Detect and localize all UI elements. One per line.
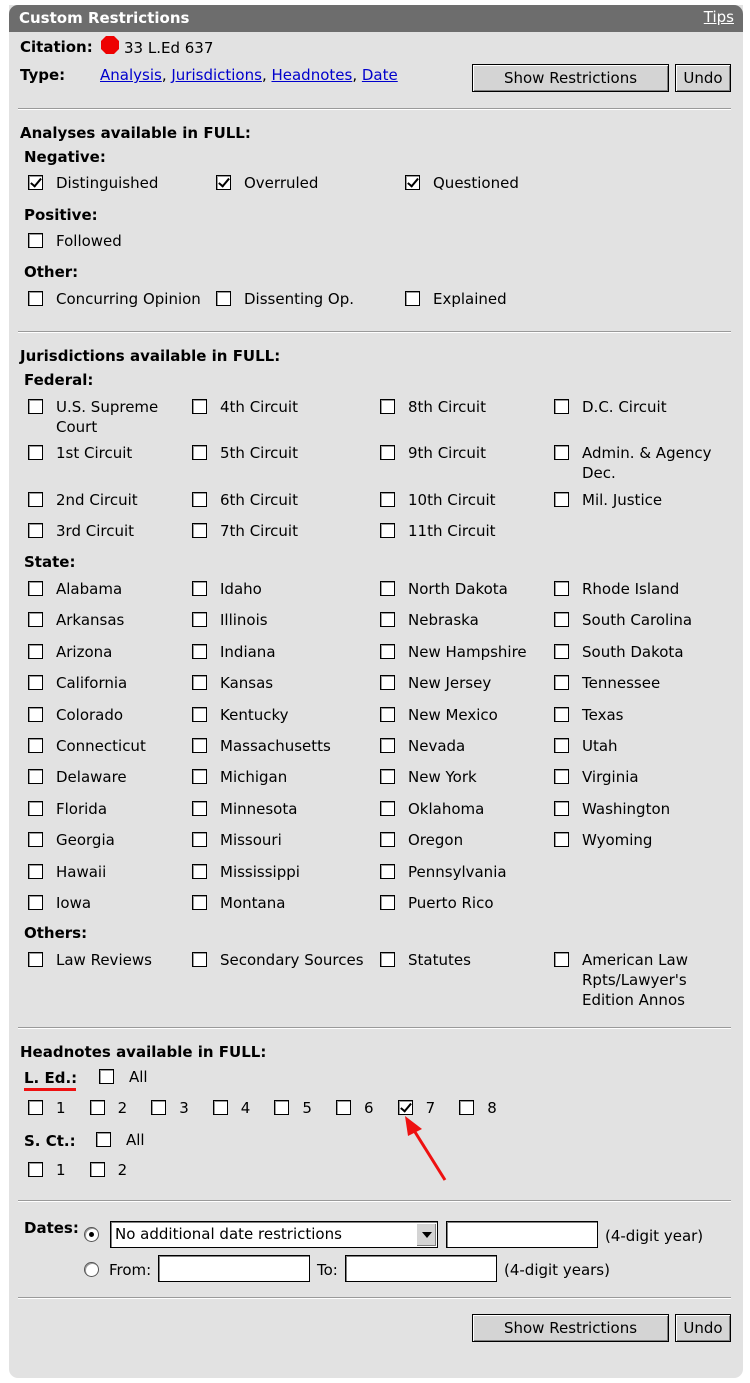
jurisdiction-american-law-rpts-lawyer-s-edition-annos-checkbox[interactable] (554, 952, 569, 967)
other-label: Other: (24, 263, 79, 281)
led-all-label: All (129, 1068, 148, 1086)
jurisdiction-7th-circuit-checkbox[interactable] (192, 523, 207, 538)
jurisdiction-idaho-checkbox[interactable] (192, 581, 207, 596)
jurisdiction-north-dakota-label: North Dakota (408, 580, 508, 598)
jurisdiction-d-c-circuit-checkbox[interactable] (554, 399, 569, 414)
led-underline-annotation (24, 1088, 76, 1091)
date-option-range-radio[interactable] (84, 1262, 99, 1277)
jurisdiction-colorado-checkbox[interactable] (28, 707, 43, 722)
analysis-questioned-checkbox[interactable] (405, 175, 420, 190)
analyses-heading: Analyses available in FULL: (20, 124, 251, 142)
type-link-analysis[interactable]: Analysis (100, 66, 162, 84)
jurisdiction-utah-label: Utah (582, 737, 618, 755)
jurisdiction-10th-circuit-checkbox[interactable] (380, 492, 395, 507)
jurisdiction-nebraska-checkbox[interactable] (380, 612, 395, 627)
led-headnote-6-checkbox[interactable] (336, 1100, 351, 1115)
jurisdiction-new-jersey-checkbox[interactable] (380, 675, 395, 690)
analysis-explained-label: Explained (433, 290, 507, 308)
jurisdiction-minnesota-label: Minnesota (220, 799, 298, 818)
jurisdiction-arizona-checkbox[interactable] (28, 644, 43, 659)
jurisdiction-statutes-checkbox[interactable] (380, 952, 395, 967)
divider (18, 1027, 731, 1029)
jurisdiction-delaware-checkbox[interactable] (28, 769, 43, 784)
analysis-followed-checkbox[interactable] (28, 233, 43, 248)
jurisdiction-puerto-rico-checkbox[interactable] (380, 895, 395, 910)
analysis-overruled-label: Overruled (244, 174, 319, 192)
jurisdiction-missouri-checkbox[interactable] (192, 832, 207, 847)
led-headnote-4-label: 4 (240, 1099, 251, 1117)
federal-label: Federal: (24, 371, 94, 389)
jurisdiction-washington-checkbox[interactable] (554, 801, 569, 816)
jurisdiction-7th-circuit-label: 7th Circuit (220, 522, 298, 540)
jurisdiction-oklahoma-checkbox[interactable] (380, 801, 395, 816)
jurisdiction-arkansas-label: Arkansas (56, 611, 125, 630)
jurisdiction-nevada-checkbox[interactable] (380, 738, 395, 753)
jurisdiction-minnesota-checkbox[interactable] (192, 801, 207, 816)
jurisdiction-pennsylvania-checkbox[interactable] (380, 864, 395, 879)
show-restrictions-button-bottom[interactable]: Show Restrictions (472, 1314, 669, 1342)
chevron-down-icon[interactable] (416, 1223, 436, 1246)
jurisdiction-new-mexico-checkbox[interactable] (380, 707, 395, 722)
jurisdiction-illinois-checkbox[interactable] (192, 612, 207, 627)
led-all-checkbox[interactable] (99, 1069, 114, 1084)
jurisdiction-1st-circuit-label: 1st Circuit (56, 444, 133, 462)
positive-label: Positive: (24, 206, 98, 224)
jurisdiction-iowa-checkbox[interactable] (28, 895, 43, 910)
jurisdiction-massachusetts-checkbox[interactable] (192, 738, 207, 753)
title-bar (9, 5, 743, 32)
show-restrictions-button-top[interactable]: Show Restrictions (472, 64, 669, 92)
headnotes-heading: Headnotes available in FULL: (20, 1043, 267, 1061)
jurisdiction-delaware-label: Delaware (56, 768, 127, 787)
analysis-concurring-opinion-label: Concurring Opinion (56, 290, 201, 308)
jurisdiction-4th-circuit-checkbox[interactable] (192, 399, 207, 414)
led-label: L. Ed.: (24, 1069, 78, 1087)
jurisdiction-mississippi-label: Mississippi (220, 862, 300, 881)
jurisdiction-kentucky-checkbox[interactable] (192, 707, 207, 722)
from-year-input[interactable] (158, 1255, 310, 1282)
jurisdiction-georgia-checkbox[interactable] (28, 832, 43, 847)
date-option-select-radio[interactable] (84, 1227, 99, 1242)
tips-link[interactable]: Tips (703, 8, 734, 26)
jurisdiction-new-jersey-label: New Jersey (408, 674, 492, 693)
analysis-overruled-checkbox[interactable] (216, 175, 231, 190)
jurisdiction-5th-circuit-checkbox[interactable] (192, 445, 207, 460)
type-label: Type: (20, 66, 66, 84)
jurisdiction-mil-justice-label: Mil. Justice (582, 491, 663, 509)
jurisdiction-hawaii-checkbox[interactable] (28, 864, 43, 879)
sct-all-label: All (126, 1131, 145, 1149)
jurisdiction-nevada-label: Nevada (408, 737, 466, 755)
jurisdiction-new-hampshire-label: New Hampshire (408, 642, 527, 661)
jurisdiction-new-hampshire-checkbox[interactable] (380, 644, 395, 659)
jurisdiction-washington-label: Washington (582, 799, 671, 818)
led-headnote-4-checkbox[interactable] (213, 1100, 228, 1115)
sct-headnote-2-checkbox[interactable] (90, 1162, 105, 1177)
to-label: To: (317, 1261, 338, 1279)
jurisdiction-missouri-label: Missouri (220, 831, 282, 850)
divider (18, 1200, 731, 1202)
jurisdiction-8th-circuit-checkbox[interactable] (380, 399, 395, 414)
from-label: From: (109, 1261, 152, 1279)
led-headnote-7-label: 7 (425, 1099, 436, 1117)
jurisdiction-11th-circuit-checkbox[interactable] (380, 523, 395, 538)
jurisdiction-3rd-circuit-label: 3rd Circuit (56, 522, 135, 540)
jurisdiction-9th-circuit-checkbox[interactable] (380, 445, 395, 460)
jurisdiction-6th-circuit-checkbox[interactable] (192, 492, 207, 507)
jurisdiction-virginia-checkbox[interactable] (554, 769, 569, 784)
type-link-jurisdictions[interactable]: Jurisdictions (171, 66, 262, 84)
jurisdiction-6th-circuit-label: 6th Circuit (220, 491, 298, 509)
jurisdiction-colorado-label: Colorado (56, 705, 124, 724)
sct-headnote-1-label: 1 (56, 1161, 66, 1179)
divider (18, 108, 731, 110)
jurisdiction-indiana-label: Indiana (220, 642, 276, 661)
jurisdiction-montana-label: Montana (220, 894, 286, 912)
red-arrow-annotation (400, 1116, 450, 1184)
jurisdiction-11th-circuit-label: 11th Circuit (408, 522, 496, 540)
jurisdiction-5th-circuit-label: 5th Circuit (220, 444, 298, 462)
jurisdiction-massachusetts-label: Massachusetts (220, 737, 331, 755)
jurisdiction-florida-checkbox[interactable] (28, 801, 43, 816)
analysis-explained-checkbox[interactable] (405, 291, 420, 306)
jurisdiction-puerto-rico-label: Puerto Rico (408, 894, 494, 912)
date-restriction-select[interactable]: No additional date restrictions (110, 1221, 438, 1248)
jurisdiction-rhode-island-checkbox[interactable] (554, 581, 569, 596)
others-label: Others: (24, 924, 88, 942)
jurisdiction-hawaii-label: Hawaii (56, 862, 107, 881)
jurisdiction-new-york-label: New York (408, 768, 477, 787)
jurisdiction-kentucky-label: Kentucky (220, 705, 289, 724)
jurisdiction-connecticut-checkbox[interactable] (28, 738, 43, 753)
negative-label: Negative: (24, 148, 106, 166)
jurisdiction-law-reviews-checkbox[interactable] (28, 952, 43, 967)
jurisdiction-1st-circuit-checkbox[interactable] (28, 445, 43, 460)
led-headnote-5-checkbox[interactable] (274, 1100, 289, 1115)
type-link-headnotes[interactable]: Headnotes (271, 66, 353, 84)
jurisdiction-secondary-sources-checkbox[interactable] (192, 952, 207, 967)
undo-button-bottom[interactable]: Undo (675, 1314, 731, 1342)
jurisdiction-wyoming-label: Wyoming (582, 831, 653, 850)
year-input[interactable] (446, 1221, 598, 1248)
analysis-distinguished-checkbox[interactable] (28, 175, 43, 190)
jurisdiction-mississippi-checkbox[interactable] (192, 864, 207, 879)
jurisdiction-u-s-supreme-court-label: U.S. Supreme Court (56, 398, 159, 436)
jurisdiction-virginia-label: Virginia (582, 768, 639, 787)
jurisdiction-u-s-supreme-court-checkbox[interactable] (28, 399, 43, 414)
jurisdiction-utah-checkbox[interactable] (554, 738, 569, 753)
jurisdiction-admin-agency-dec-checkbox[interactable] (554, 445, 569, 460)
led-headnote-3-checkbox[interactable] (151, 1100, 166, 1115)
jurisdiction-south-carolina-checkbox[interactable] (554, 612, 569, 627)
analysis-dissenting-op-label: Dissenting Op. (244, 290, 355, 308)
jurisdiction-georgia-label: Georgia (56, 831, 115, 850)
jurisdiction-8th-circuit-label: 8th Circuit (408, 398, 486, 416)
jurisdiction-tennessee-checkbox[interactable] (554, 675, 569, 690)
jurisdiction-mil-justice-checkbox[interactable] (554, 492, 569, 507)
led-headnote-2-label: 2 (117, 1099, 128, 1117)
jurisdiction-montana-checkbox[interactable] (192, 895, 207, 910)
jurisdiction-oregon-label: Oregon (408, 831, 464, 850)
jurisdiction-north-dakota-checkbox[interactable] (380, 581, 395, 596)
analysis-concurring-opinion-checkbox[interactable] (28, 291, 43, 306)
divider (18, 331, 731, 333)
jurisdiction-new-york-checkbox[interactable] (380, 769, 395, 784)
years-hint: (4-digit years) (504, 1261, 610, 1279)
undo-button-top[interactable]: Undo (675, 64, 731, 92)
led-headnote-3-label: 3 (179, 1099, 189, 1117)
sct-label: S. Ct.: (24, 1132, 76, 1150)
analysis-dissenting-op-checkbox[interactable] (216, 291, 231, 306)
jurisdiction-oregon-checkbox[interactable] (380, 832, 395, 847)
dates-label: Dates: (24, 1219, 79, 1237)
led-headnote-6-label: 6 (364, 1099, 374, 1117)
jurisdiction-arkansas-checkbox[interactable] (28, 612, 43, 627)
state-label: State: (24, 553, 76, 571)
jurisdiction-indiana-checkbox[interactable] (192, 644, 207, 659)
type-link-date[interactable]: Date (361, 66, 398, 84)
led-headnote-5-label: 5 (302, 1099, 312, 1117)
jurisdiction-south-dakota-label: South Dakota (582, 642, 684, 661)
led-headnote-7-checkbox[interactable] (398, 1100, 413, 1115)
jurisdiction-pennsylvania-label: Pennsylvania (408, 862, 507, 881)
jurisdiction-statutes-label: Statutes (408, 951, 471, 969)
type-links: Analysis, Jurisdictions, Headnotes, Date (100, 66, 398, 84)
jurisdiction-illinois-label: Illinois (220, 611, 268, 630)
jurisdiction-arizona-label: Arizona (56, 642, 113, 661)
jurisdiction-4th-circuit-label: 4th Circuit (220, 398, 298, 416)
status-signal-icon (101, 36, 119, 54)
jurisdiction-michigan-checkbox[interactable] (192, 769, 207, 784)
jurisdiction-nebraska-label: Nebraska (408, 611, 479, 630)
divider (18, 1297, 731, 1299)
to-year-input[interactable] (345, 1255, 497, 1282)
jurisdiction-california-label: California (56, 674, 128, 693)
jurisdiction-d-c-circuit-label: D.C. Circuit (582, 398, 667, 416)
led-headnote-2-checkbox[interactable] (90, 1100, 105, 1115)
sct-headnote-2-label: 2 (117, 1161, 128, 1179)
jurisdiction-connecticut-label: Connecticut (56, 737, 146, 755)
jurisdiction-oklahoma-label: Oklahoma (408, 799, 485, 818)
jurisdiction-florida-label: Florida (56, 799, 108, 818)
jurisdiction-9th-circuit-label: 9th Circuit (408, 444, 486, 462)
jurisdiction-alabama-label: Alabama (56, 580, 123, 598)
analysis-followed-label: Followed (56, 232, 122, 250)
jurisdiction-rhode-island-label: Rhode Island (582, 580, 680, 598)
analysis-distinguished-label: Distinguished (56, 174, 159, 192)
jurisdiction-10th-circuit-label: 10th Circuit (408, 491, 496, 509)
jurisdiction-south-carolina-label: South Carolina (582, 611, 693, 630)
jurisdiction-3rd-circuit-checkbox[interactable] (28, 523, 43, 538)
jurisdiction-new-mexico-label: New Mexico (408, 705, 498, 724)
jurisdiction-iowa-label: Iowa (56, 894, 92, 912)
jurisdiction-california-checkbox[interactable] (28, 675, 43, 690)
sct-all-checkbox[interactable] (96, 1132, 111, 1147)
analysis-questioned-label: Questioned (433, 174, 519, 192)
jurisdiction-admin-agency-dec-label: Admin. & Agency Dec. (582, 444, 712, 482)
citation-label: Citation: (20, 38, 93, 56)
panel-title: Custom Restrictions (19, 9, 190, 27)
led-headnote-1-checkbox[interactable] (28, 1100, 43, 1115)
jurisdiction-secondary-sources-label: Secondary Sources (220, 951, 364, 969)
jurisdictions-heading: Jurisdictions available in FULL: (20, 347, 281, 365)
jurisdiction-kansas-label: Kansas (220, 674, 274, 693)
jurisdiction-american-law-rpts-lawyer-s-edition-annos-label: American Law Rpts/Lawyer's Edition Annos (582, 951, 688, 1009)
jurisdiction-michigan-label: Michigan (220, 768, 288, 787)
jurisdiction-south-dakota-checkbox[interactable] (554, 644, 569, 659)
jurisdiction-texas-checkbox[interactable] (554, 707, 569, 722)
jurisdiction-2nd-circuit-checkbox[interactable] (28, 492, 43, 507)
citation-value: 33 L.Ed 637 (124, 39, 214, 57)
jurisdiction-tennessee-label: Tennessee (582, 674, 661, 693)
sct-headnote-1-checkbox[interactable] (28, 1162, 43, 1177)
year-hint: (4-digit year) (605, 1227, 704, 1245)
jurisdiction-texas-label: Texas (582, 705, 624, 724)
led-headnote-1-label: 1 (56, 1099, 66, 1117)
jurisdiction-wyoming-checkbox[interactable] (554, 832, 569, 847)
jurisdiction-law-reviews-label: Law Reviews (56, 951, 152, 969)
jurisdiction-2nd-circuit-label: 2nd Circuit (56, 491, 138, 509)
jurisdiction-alabama-checkbox[interactable] (28, 581, 43, 596)
led-headnote-8-label: 8 (487, 1099, 497, 1117)
jurisdiction-idaho-label: Idaho (220, 580, 262, 598)
led-headnote-8-checkbox[interactable] (459, 1100, 474, 1115)
jurisdiction-kansas-checkbox[interactable] (192, 675, 207, 690)
